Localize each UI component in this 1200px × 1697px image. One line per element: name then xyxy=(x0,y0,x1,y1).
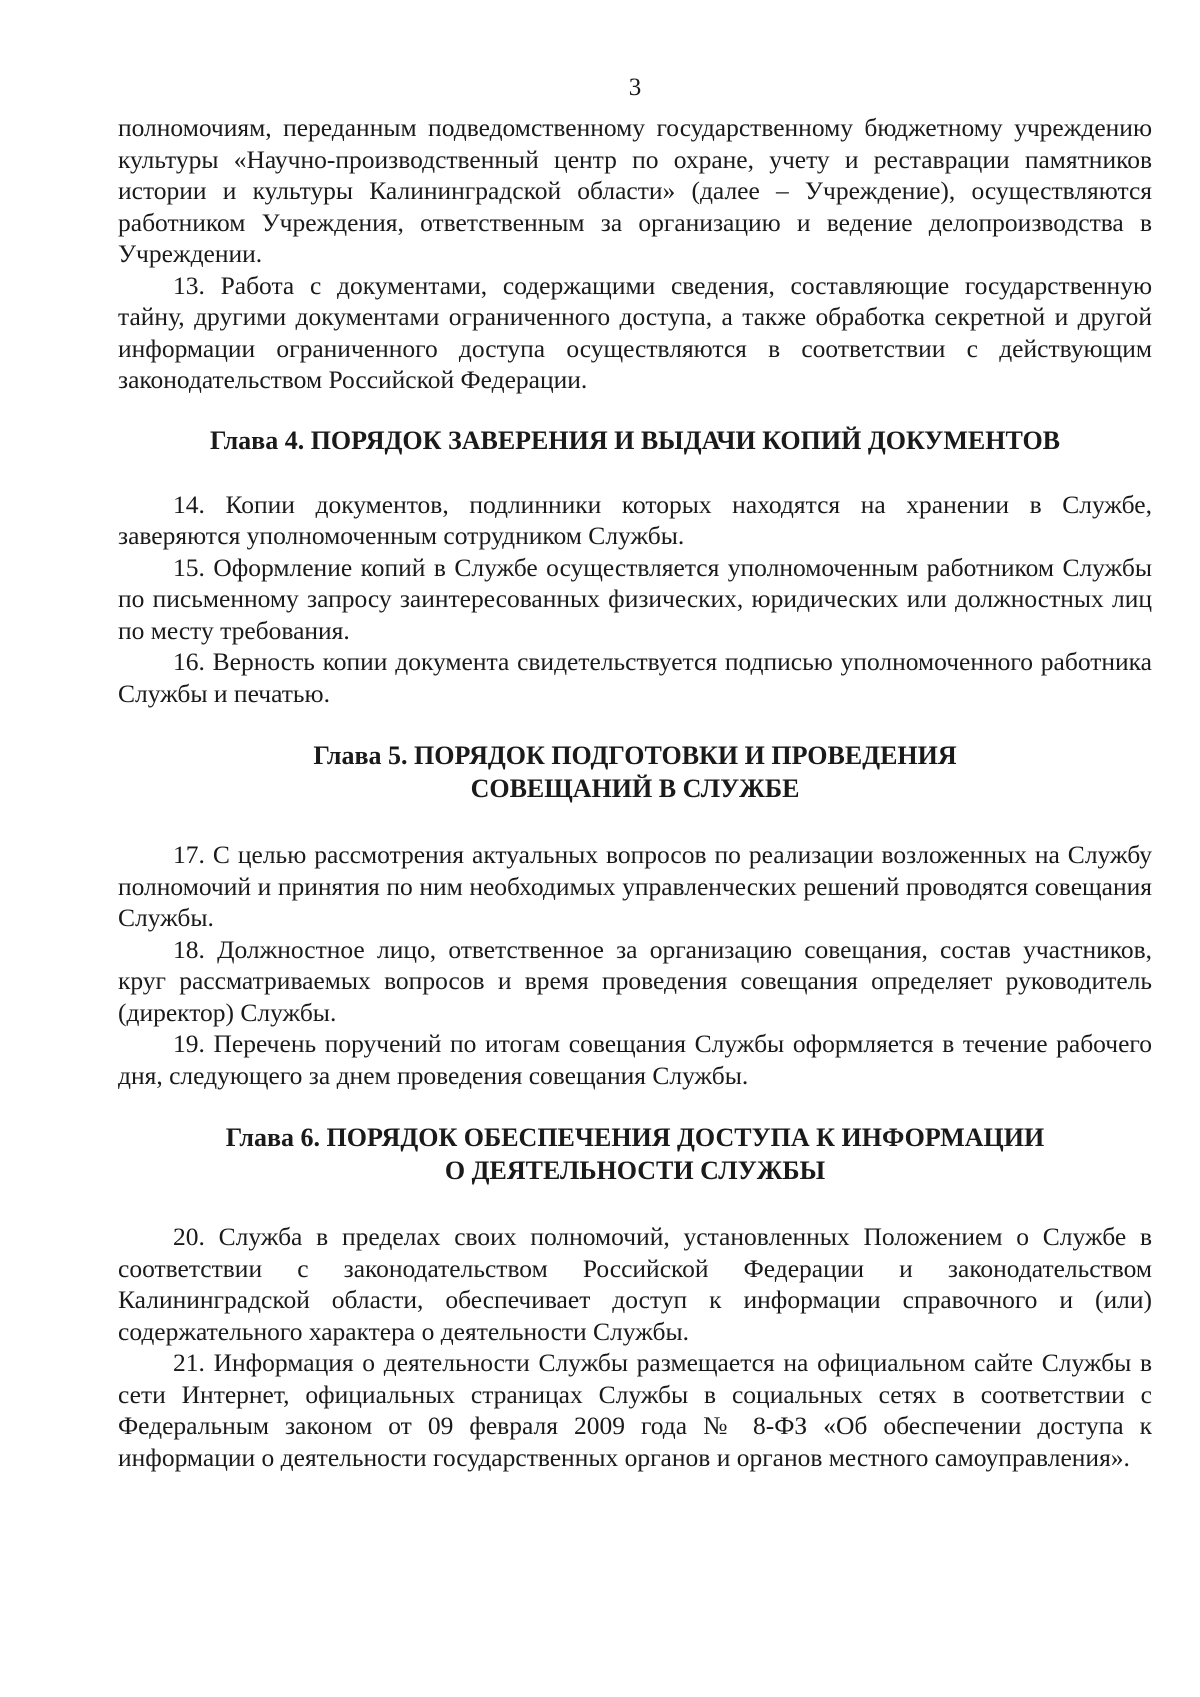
chapter-6-title-line-2: О ДЕЯТЕЛЬНОСТИ СЛУЖБЫ xyxy=(444,1156,826,1185)
paragraph-13: 13. Работа с документами, содержащими сведения, составляющие государственную тайну, другими документами ограниченного доступа, а также обработка секретной и другой информации ограниченного доступа осуществляются в соответствии с действующим законодательством Российской Федерации. xyxy=(118,270,1152,394)
chapter-4-title: Глава 4. ПОРЯДОК ЗАВЕРЕНИЯ И ВЫДАЧИ КОПИЙ ДОКУМЕНТОВ xyxy=(209,425,1061,455)
chapter-5-title-line-2: СОВЕЩАНИЙ В СЛУЖБЕ xyxy=(470,774,800,803)
page-number: 3 xyxy=(628,74,642,101)
paragraph-19: 19. Перечень поручений по итогам совещания Службы оформляется в течение рабочего дня, следующего за днем проведения совещания Службы. xyxy=(118,1029,1152,1090)
paragraph-18: 18. Должностное лицо, ответственное за организацию совещания, состав участников, круг рассматриваемых вопросов и время проведения совещания определяет руководитель (директор) Службы. xyxy=(118,934,1152,1027)
paragraph-16: 16. Верность копии документа свидетельствуется подписью уполномоченного работника Службы и печатью. xyxy=(118,647,1152,708)
paragraph-17: 17. С целью рассмотрения актуальных вопросов по реализации возложенных на Службу полномочий и принятия по ним необходимых управленческих решений проводятся совещания Службы. xyxy=(118,840,1152,932)
chapter-6-title-line-1: Глава 6. ПОРЯДОК ОБЕСПЕЧЕНИЯ ДОСТУПА К ИНФОРМАЦИИ xyxy=(225,1123,1045,1152)
chapter-4-heading xyxy=(118,424,1152,457)
chapter-6-heading xyxy=(118,1121,1152,1187)
paragraph-21: 21. Информация о деятельности Службы размещается на официальном сайте Службы в сети Интернет, официальных страницах Службы в социальных сетях в соответствии с Федеральным законом от 09 февраля 2009 года № 8-ФЗ «Об обеспечении доступа к информации о деятельности государственных органов и органов местного самоуправления». xyxy=(118,1348,1152,1472)
chapter-5-heading xyxy=(118,739,1152,805)
chapter-5-title-line-1: Глава 5. ПОРЯДОК ПОДГОТОВКИ И ПРОВЕДЕНИЯ xyxy=(313,741,957,770)
document-page xyxy=(118,72,1152,1473)
paragraph-14: 14. Копии документов, подлинники которых находятся на хранении в Службе, заверяются уполномоченным сотрудником Службы. xyxy=(118,489,1152,550)
paragraph-12-continuation: полномочиям, переданным подведомственному государственному бюджетному учреждению культуры «Научно-производственный центр по охране, учету и реставрации памятников истории и культуры Калининградской области» (далее – Учреждение), осуществляются работником Учреждения, ответственным за организацию и ведение делопроизводства в Учреждении. xyxy=(118,113,1152,268)
paragraph-20: 20. Служба в пределах своих полномочий, установленных Положением о Службе в соответствии с законодательством Российской Федерации и законодательством Калининградской области, обеспечивает доступ к информации справочного и (или) содержательного характера о деятельности Службы. xyxy=(118,1222,1152,1346)
paragraph-15: 15. Оформление копий в Службе осуществляется уполномоченным работником Службы по письменному запросу заинтересованных физических, юридических или должностных лиц по месту требования. xyxy=(118,552,1152,645)
